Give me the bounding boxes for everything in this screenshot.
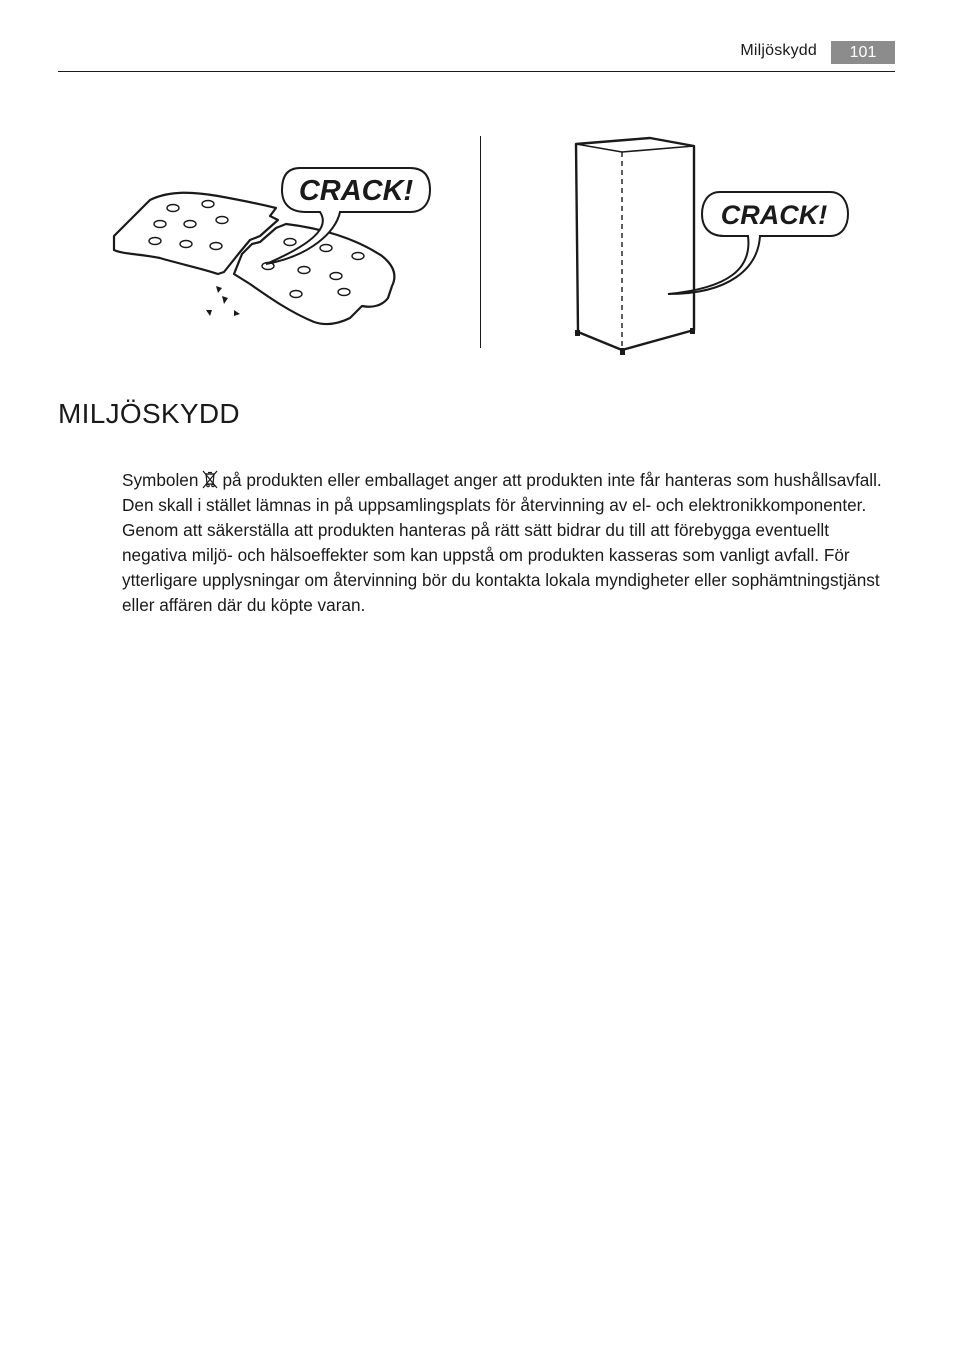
paragraph-start: Symbolen — [122, 470, 199, 490]
header-rule — [58, 71, 895, 72]
debris — [206, 286, 240, 316]
section-title: MILJÖSKYDD — [58, 398, 240, 429]
broken-panel-illustration — [100, 128, 440, 358]
figure-divider — [480, 136, 481, 348]
header-section-title: Miljöskydd — [740, 42, 817, 59]
page-header — [58, 38, 895, 72]
refrigerator-illustration — [490, 128, 860, 360]
paragraph-rest: på produkten eller emballaget anger att produkten inte får hanteras som hushållsavfall. Den skall i stället lämnas in på uppsamlingsplats för återvinning av el- och elektronikkomponenter. Genom att säkerställa att produkten hanteras på rätt sätt bidrar du till att förebygga eventuellt negativa miljö- och hälsoeffekter som kan uppstå om produkten kasseras som vanligt avfall. För ytterligare upplysningar om återvinning bör du kontakta lokala myndigheter eller sophämtningstjänst eller affären där du köpte varan. — [122, 470, 882, 615]
right-callout-text: CRACK! — [720, 200, 828, 230]
crossed-out-wheelie-bin-icon — [202, 470, 218, 489]
fridge-body — [576, 138, 694, 350]
section-paragraph — [122, 468, 894, 618]
left-callout-text: CRACK! — [298, 175, 414, 207]
disposal-illustration — [100, 128, 860, 363]
page-number-badge: 101 — [831, 41, 895, 64]
